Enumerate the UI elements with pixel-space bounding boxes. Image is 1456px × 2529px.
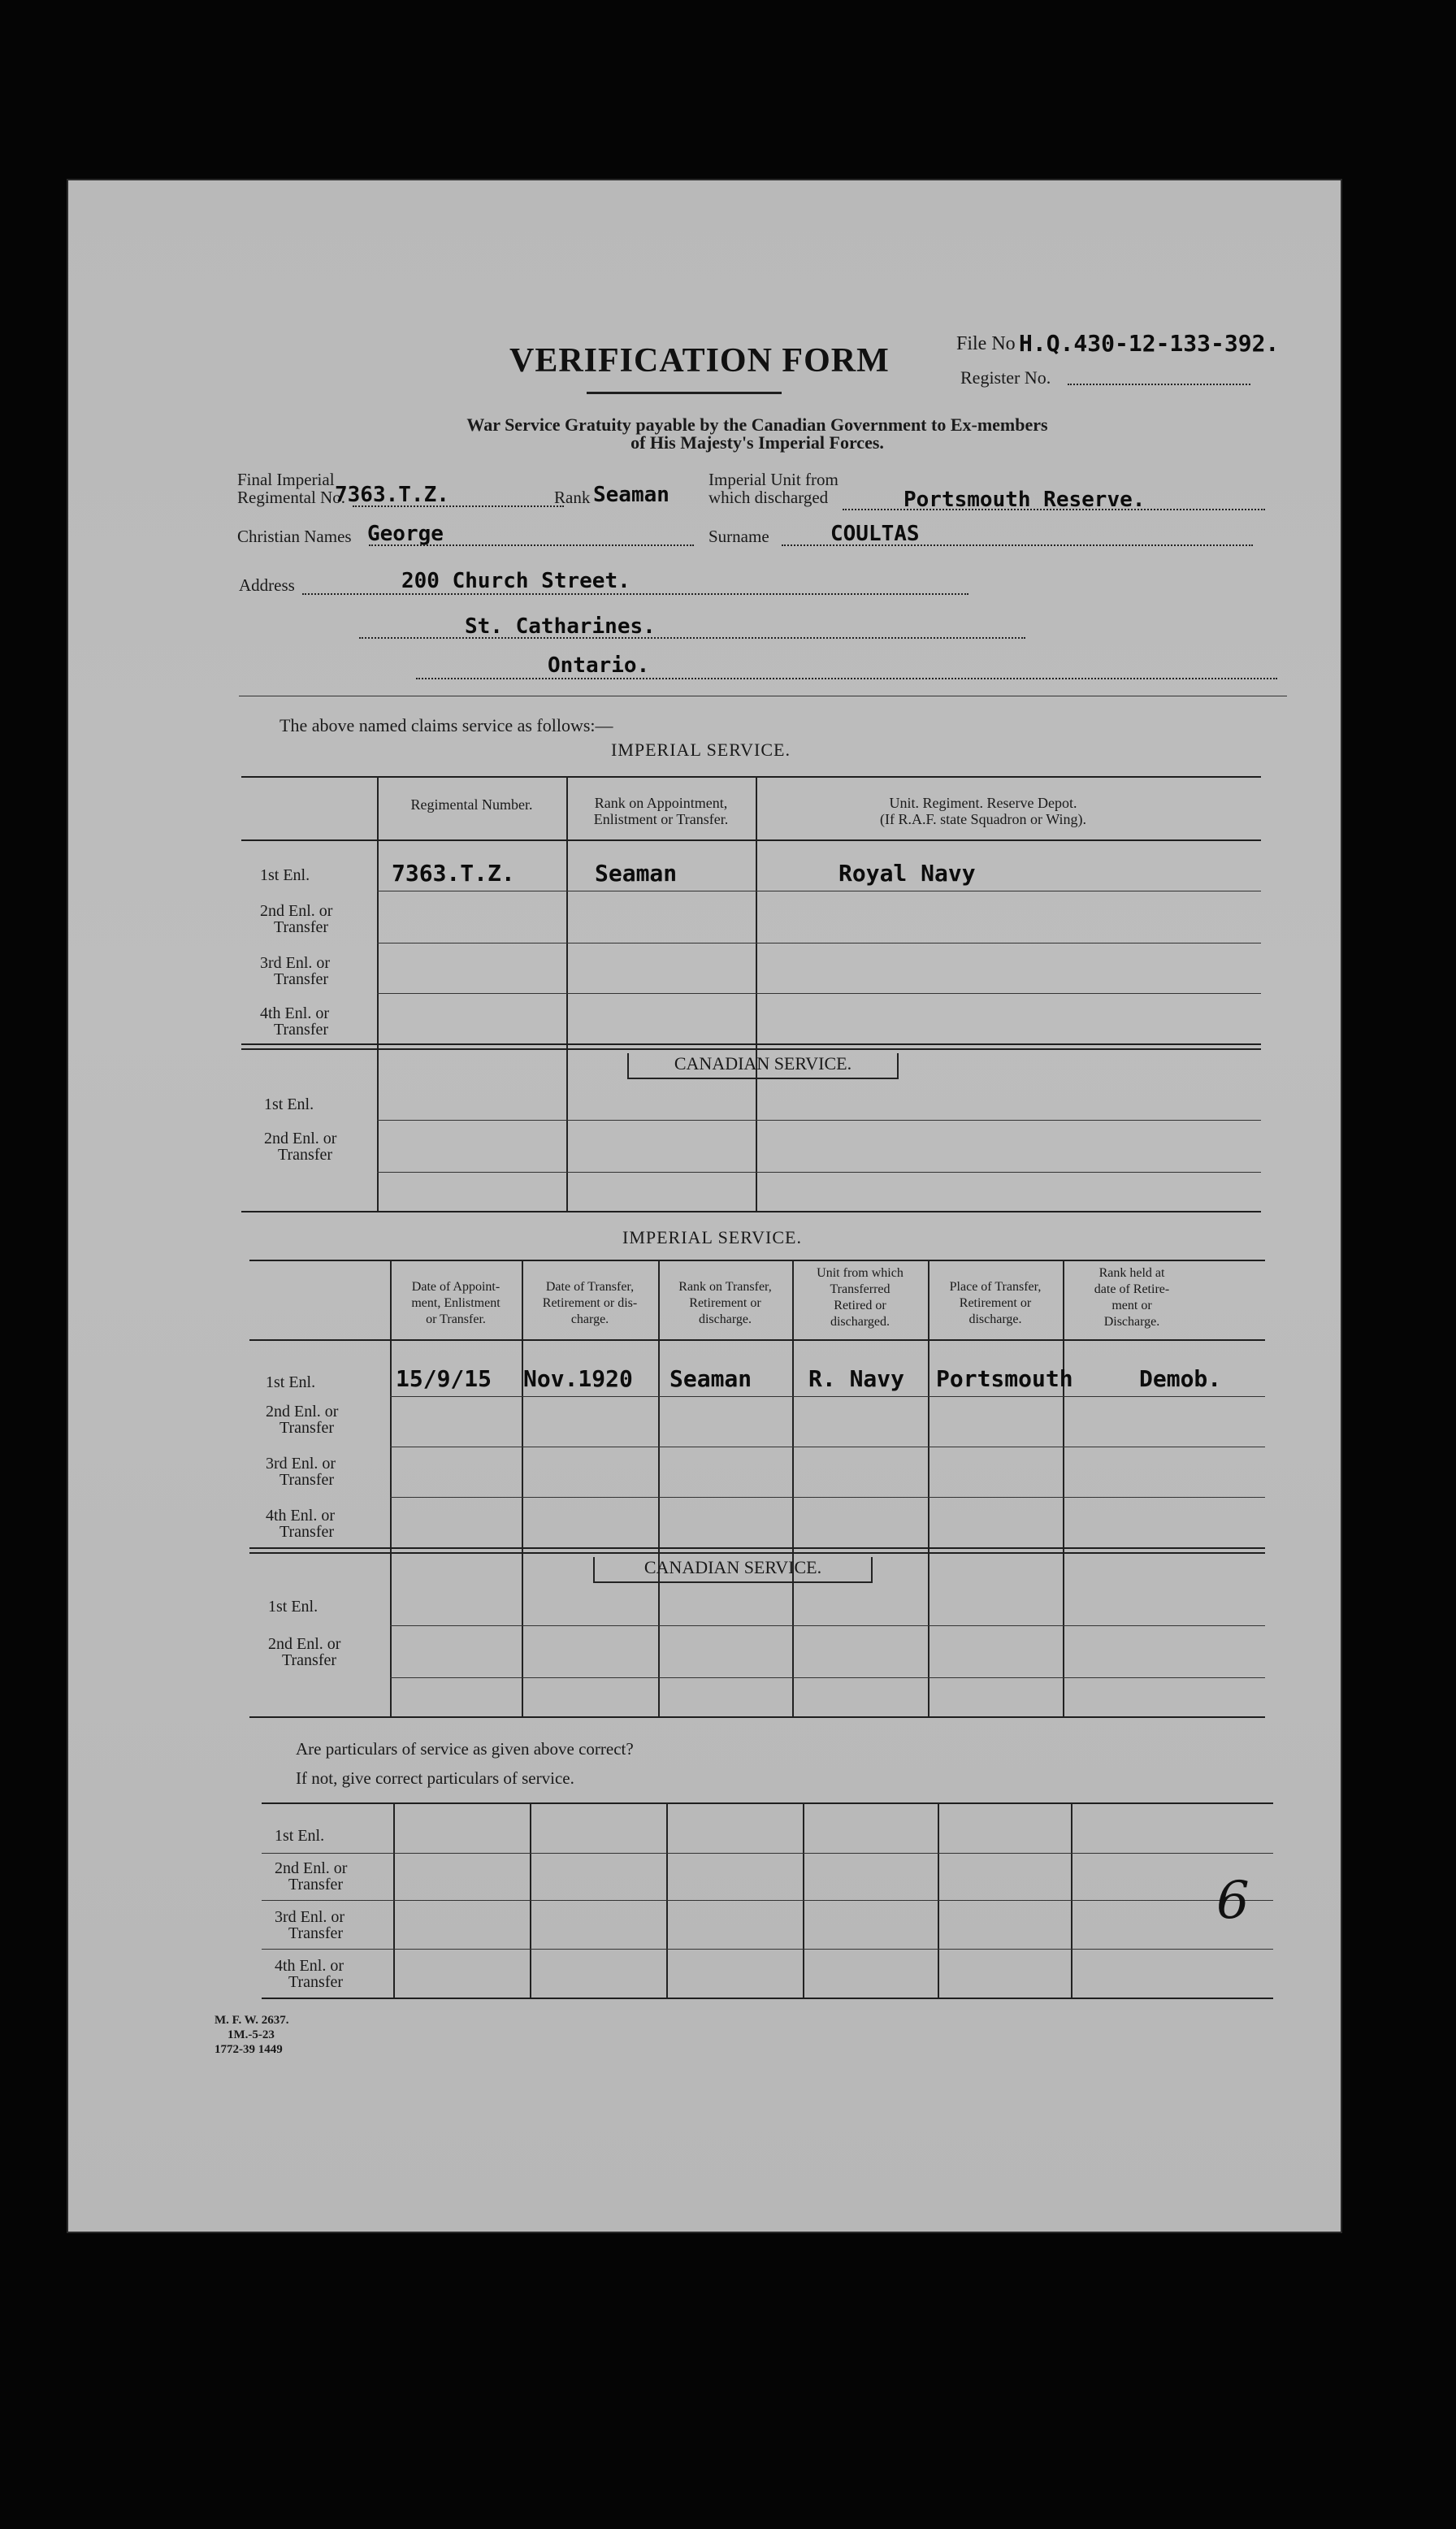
t1-col-rank-2: Enlistment or Transfer. [593, 811, 729, 827]
t2-col-date-appt-3: or Transfer. [426, 1312, 486, 1326]
form-number: M. F. W. 2637. [214, 2014, 289, 2027]
file-no-label: File No [956, 333, 1016, 354]
t2-row-4a: 4th Enl. or [266, 1507, 335, 1525]
t3-row-4a: 4th Enl. or [275, 1957, 344, 1975]
t1-row-4b: Transfer [274, 1021, 329, 1039]
t2-col-place-2: Retirement or [959, 1296, 1032, 1310]
t3-row-4b: Transfer [288, 1973, 344, 1991]
surname-value: COULTAS [830, 522, 920, 546]
address-line2 [359, 637, 1025, 639]
t1-col-unit-2: (If R.A.F. state Squadron or Wing). [880, 811, 1086, 827]
t3-row-1: 1st Enl. [275, 1827, 325, 1845]
handwritten-number: 6 [1216, 1871, 1250, 1931]
regimental-no-value: 7363.T.Z. [335, 483, 449, 507]
t2-col-date-transfer-1: Date of Transfer, [545, 1280, 635, 1294]
t2-first-rank: Seaman [670, 1365, 752, 1392]
regimental-no-label: Regimental No. [237, 488, 345, 507]
t1-row-4a: 4th Enl. or [260, 1004, 329, 1022]
t2-first-date-transfer: Nov.1920 [523, 1365, 633, 1392]
surname-line [782, 544, 1253, 546]
t3-row-3b: Transfer [288, 1924, 344, 1942]
surname-label: Surname [708, 527, 769, 546]
t2-can-row-2b: Transfer [282, 1651, 337, 1669]
question-if-not: If not, give correct particulars of service. [296, 1768, 574, 1788]
t2-first-place: Portsmouth [936, 1365, 1073, 1392]
t2-col-unit-from-4: discharged. [830, 1315, 890, 1329]
imperial-unit-value: Portsmouth Reserve. [904, 488, 1146, 512]
t2-col-date-appt-1: Date of Appoint- [411, 1280, 500, 1294]
title-underline [587, 392, 782, 394]
t2-col-rank-held-2: date of Retire- [1094, 1282, 1170, 1296]
address-line3-value: Ontario. [548, 653, 650, 678]
t2-row-2a: 2nd Enl. or [266, 1403, 339, 1421]
t1-row-3a: 3rd Enl. or [260, 954, 331, 972]
t3-row-2b: Transfer [288, 1876, 344, 1893]
t2-first-date-appt: 15/9/15 [396, 1365, 492, 1392]
which-discharged-label: which discharged [708, 488, 829, 507]
claims-text: The above named claims service as follows:— [280, 715, 613, 735]
t1-can-row-2a: 2nd Enl. or [264, 1130, 337, 1147]
t1-col-unit-1: Unit. Regiment. Reserve Depot. [889, 795, 1077, 811]
t2-col-unit-from-1: Unit from which [817, 1266, 904, 1280]
t2-col-date-appt-2: ment, Enlistment [411, 1296, 500, 1310]
print-run: 1M.-5-23 [228, 2028, 275, 2041]
table1-section-title: IMPERIAL SERVICE. [611, 740, 791, 760]
t2-row-4b: Transfer [280, 1523, 335, 1541]
t2-col-place-3: discharge. [968, 1312, 1022, 1326]
t2-col-rank-transfer-1: Rank on Transfer, [678, 1280, 772, 1294]
final-imperial-label: Final Imperial [237, 470, 335, 489]
t1-col-regimental: Regimental Number. [410, 796, 533, 813]
imperial-unit-label: Imperial Unit from [708, 470, 838, 489]
print-code: 1772-39 1449 [214, 2043, 283, 2056]
address-line2-value: St. Catharines. [465, 614, 656, 639]
t1-can-row-1: 1st Enl. [264, 1095, 314, 1113]
t2-row-3b: Transfer [280, 1471, 335, 1489]
t2-first-unit: R. Navy [808, 1365, 905, 1392]
t2-col-place-1: Place of Transfer, [949, 1280, 1042, 1294]
t2-col-date-transfer-3: charge. [570, 1312, 609, 1326]
t1-can-row-2b: Transfer [278, 1146, 333, 1164]
t2-col-date-transfer-2: Retirement or dis- [542, 1296, 638, 1310]
t2-col-unit-from-3: Retired or [834, 1299, 886, 1312]
t1-row-2b: Transfer [274, 918, 329, 936]
t2-canadian-service-title: CANADIAN SERVICE. [593, 1557, 873, 1583]
t2-col-rank-held-4: Discharge. [1103, 1315, 1160, 1329]
rank-value: Seaman [593, 483, 670, 507]
subtitle-line1: War Service Gratuity payable by the Canadian Government to Ex-members [466, 414, 1048, 435]
christian-names-value: George [367, 522, 444, 546]
christian-names-line [369, 544, 694, 546]
t2-row-1: 1st Enl. [266, 1373, 316, 1391]
t3-row-2a: 2nd Enl. or [275, 1859, 348, 1877]
table2-section-title: IMPERIAL SERVICE. [622, 1227, 802, 1247]
t1-row-1: 1st Enl. [260, 866, 310, 884]
rank-label: Rank [554, 488, 591, 507]
christian-names-label: Christian Names [237, 527, 352, 546]
t1-col-rank-1: Rank on Appointment, [594, 795, 728, 811]
t1-first-regimental: 7363.T.Z. [392, 860, 515, 887]
address-line1-value: 200 Church Street. [401, 569, 630, 593]
t1-canadian-service-title: CANADIAN SERVICE. [627, 1053, 899, 1079]
register-no-label: Register No. [960, 367, 1051, 388]
t2-row-3a: 3rd Enl. or [266, 1455, 336, 1473]
subtitle-line2: of His Majesty's Imperial Forces. [630, 432, 884, 453]
form-title: VERIFICATION FORM [509, 342, 890, 380]
address-line3 [416, 678, 1277, 679]
address-line1 [302, 593, 968, 595]
t2-col-rank-transfer-3: discharge. [698, 1312, 752, 1326]
file-no-value: H.Q.430-12-133-392. [1019, 330, 1280, 357]
t2-can-row-1: 1st Enl. [268, 1598, 318, 1616]
t1-first-rank: Seaman [595, 860, 678, 887]
form-sheet [67, 179, 1342, 2233]
t2-col-rank-held-1: Rank held at [1098, 1266, 1165, 1280]
t1-first-unit: Royal Navy [838, 860, 976, 887]
t2-col-rank-transfer-2: Retirement or [689, 1296, 761, 1310]
t2-first-rank-held: Demob. [1139, 1365, 1222, 1392]
t3-row-3a: 3rd Enl. or [275, 1908, 345, 1926]
t1-row-3b: Transfer [274, 970, 329, 988]
imperial-unit-line [843, 509, 1265, 510]
question-correct: Are particulars of service as given above correct? [296, 1739, 634, 1759]
address-label: Address [239, 575, 295, 595]
t2-col-rank-held-3: ment or [1112, 1299, 1152, 1312]
t2-can-row-2a: 2nd Enl. or [268, 1635, 341, 1653]
t2-col-unit-from-2: Transferred [830, 1282, 890, 1296]
t1-row-2a: 2nd Enl. or [260, 902, 333, 920]
register-no-line [1068, 384, 1250, 385]
t2-row-2b: Transfer [280, 1419, 335, 1437]
